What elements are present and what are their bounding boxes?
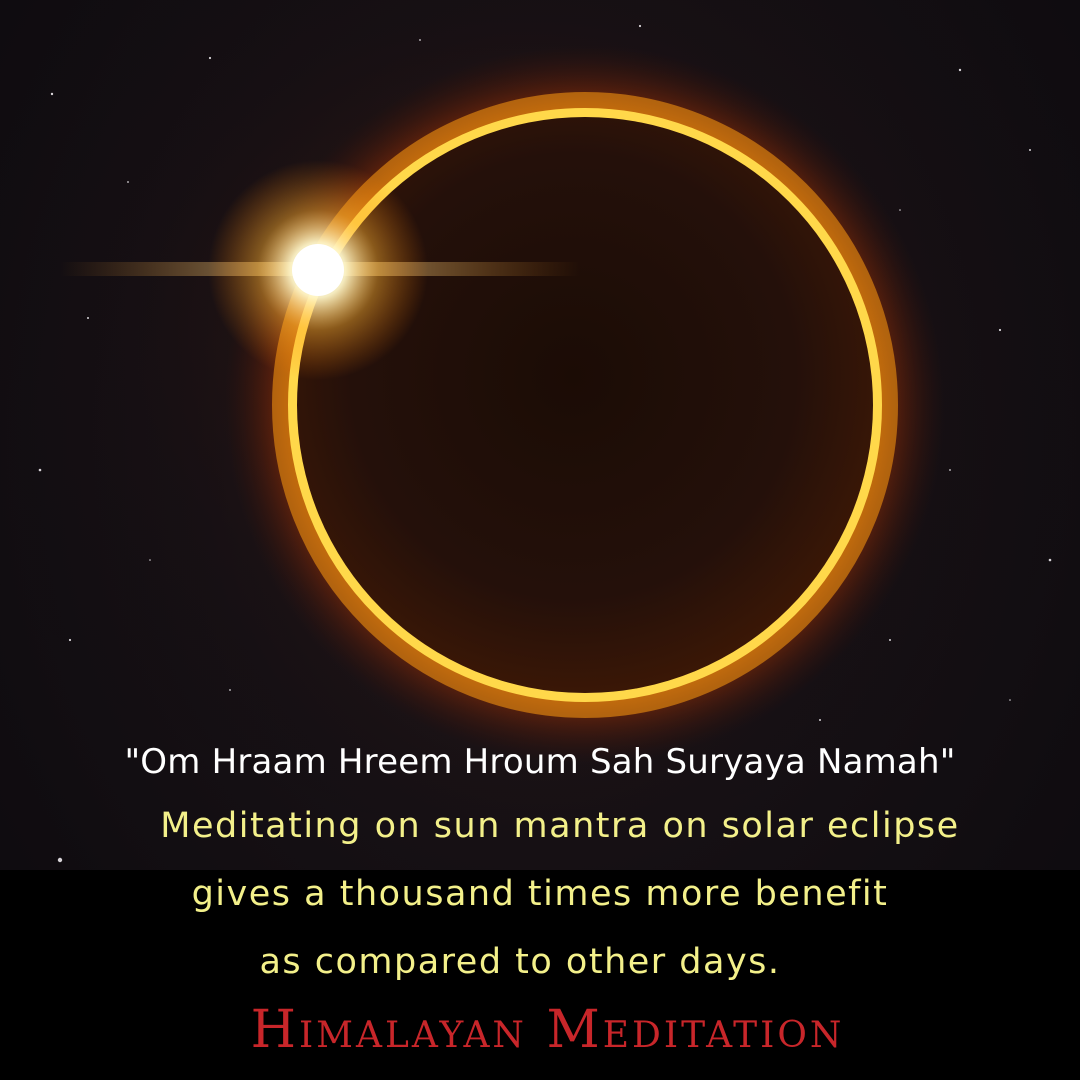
sun-mantra: "Om Hraam Hreem Hroum Sah Suryaya Namah" (124, 742, 956, 782)
brand-name: Himalayan Meditation (250, 1000, 845, 1060)
caption-line: Meditating on sun mantra on solar eclipse (160, 806, 960, 846)
caption-line: as compared to other days. (259, 942, 781, 982)
caption-line: gives a thousand times more benefit (191, 874, 889, 914)
